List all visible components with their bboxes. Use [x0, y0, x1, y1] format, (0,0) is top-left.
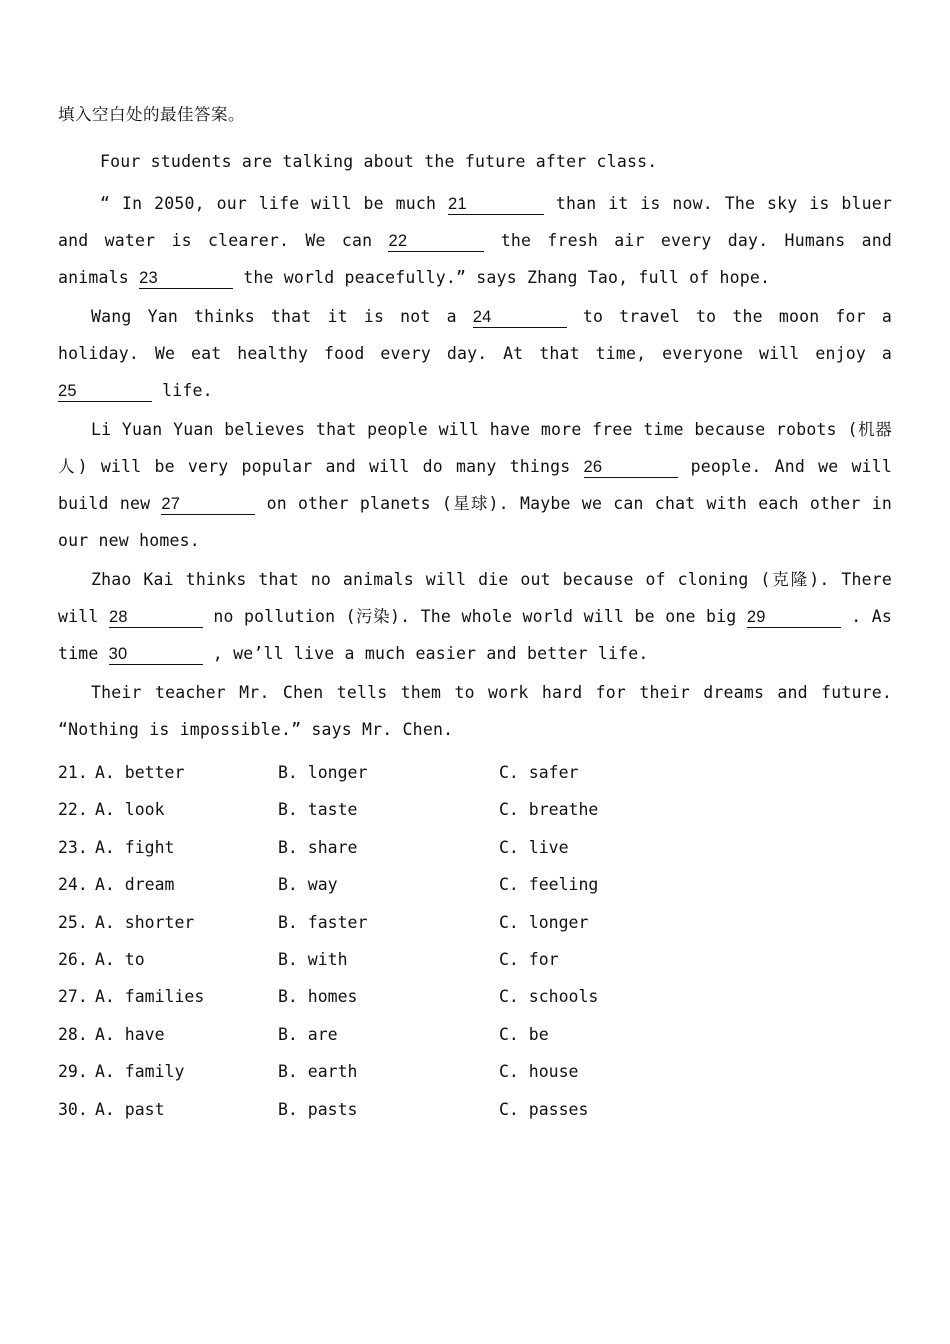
- option-b[interactable]: B. faster: [278, 912, 368, 932]
- paragraph-li-yuan-yuan: [58, 411, 892, 559]
- option-a[interactable]: A. have: [95, 1024, 165, 1044]
- text: the world peacefully.” says Zhang Tao, full of hope.: [233, 268, 771, 287]
- blank-25[interactable]: 25: [58, 381, 152, 402]
- blank-28[interactable]: 28: [109, 607, 203, 628]
- option-row: [58, 866, 892, 903]
- question-number: 27.: [58, 987, 88, 1007]
- option-row: [58, 1091, 892, 1128]
- text: people. And we will build new: [58, 457, 892, 513]
- option-row: [58, 829, 892, 866]
- option-row: [58, 941, 892, 978]
- text: Wang Yan thinks that it is not a: [91, 307, 473, 326]
- question-number: 24.: [58, 875, 88, 895]
- option-c[interactable]: C. for: [499, 949, 559, 969]
- document-page: [58, 100, 892, 1128]
- option-b[interactable]: B. share: [278, 837, 358, 857]
- option-a[interactable]: A. family: [95, 1062, 185, 1082]
- question-number: 23.: [58, 837, 88, 857]
- option-a[interactable]: A. to: [95, 949, 145, 969]
- option-a[interactable]: A. look: [95, 800, 165, 820]
- option-c[interactable]: C. feeling: [499, 875, 599, 895]
- blank-27[interactable]: 27: [161, 494, 255, 515]
- option-c[interactable]: C. longer: [499, 912, 589, 932]
- option-row: [58, 1016, 892, 1053]
- option-b[interactable]: B. are: [278, 1024, 338, 1044]
- option-c[interactable]: C. passes: [499, 1099, 589, 1119]
- question-number: 25.: [58, 912, 88, 932]
- option-b[interactable]: B. homes: [278, 987, 358, 1007]
- text: the fresh air every day. Humans and animals: [58, 231, 892, 287]
- text: than it is now. The sky is bluer and water is clearer. We can: [58, 194, 892, 250]
- blank-24[interactable]: 24: [473, 307, 567, 328]
- option-c[interactable]: C. schools: [499, 987, 599, 1007]
- text: Zhao Kai thinks that no animals will die out because of cloning (克隆). There will: [58, 570, 892, 626]
- option-b[interactable]: B. with: [278, 949, 348, 969]
- option-a[interactable]: A. better: [95, 763, 185, 782]
- instruction-text: 填入空白处的最佳答案。: [58, 105, 245, 124]
- text: on other planets (星球). Maybe we can chat with each other in our new homes.: [58, 494, 892, 550]
- option-b[interactable]: B. taste: [278, 800, 358, 820]
- option-a[interactable]: A. fight: [95, 837, 175, 857]
- text: . As time: [58, 607, 893, 663]
- paragraph-wang-yan: [58, 298, 892, 409]
- paragraph-zhao-kai: [58, 561, 892, 672]
- option-a[interactable]: A. dream: [95, 875, 175, 895]
- blank-26[interactable]: 26: [584, 457, 678, 478]
- option-c[interactable]: C. safer: [499, 763, 579, 782]
- option-c[interactable]: C. be: [499, 1024, 549, 1044]
- options-list: [58, 754, 892, 1128]
- blank-29[interactable]: 29: [747, 607, 841, 628]
- option-b[interactable]: B. earth: [278, 1062, 358, 1082]
- question-number: 28.: [58, 1024, 88, 1044]
- question-number: 29.: [58, 1062, 88, 1082]
- option-row: [58, 978, 892, 1015]
- question-number: 22.: [58, 800, 88, 820]
- option-b[interactable]: B. way: [278, 875, 338, 895]
- text: no pollution (污染). The whole world will be one big: [202, 607, 747, 626]
- option-row: [58, 791, 892, 828]
- blank-23[interactable]: 23: [139, 268, 233, 289]
- blank-21[interactable]: 21: [448, 194, 544, 215]
- option-a[interactable]: A. past: [95, 1099, 165, 1119]
- option-row: [58, 1053, 892, 1090]
- blank-22[interactable]: 22: [388, 231, 484, 252]
- option-c[interactable]: C. house: [499, 1062, 579, 1082]
- text: to travel to the moon for a holiday. We eat healthy food every day. At that time, everyone will enjoy a: [58, 307, 892, 363]
- text: “ In 2050, our life will be much: [100, 194, 448, 213]
- option-row: [58, 904, 892, 941]
- text: life.: [152, 381, 213, 400]
- text: Li Yuan Yuan believes that people will have more free time because robots (机器人) will be very popular and will do many things: [58, 420, 892, 476]
- option-b[interactable]: B. pasts: [278, 1099, 358, 1119]
- question-number: 21.: [58, 763, 88, 782]
- option-row: [58, 754, 892, 791]
- option-a[interactable]: A. shorter: [95, 912, 195, 932]
- intro-paragraph: Four students are talking about the future after class.: [100, 152, 658, 171]
- text: , we’ll live a much easier and better life.: [202, 644, 649, 663]
- question-number: 26.: [58, 949, 88, 969]
- question-number: 30.: [58, 1099, 88, 1119]
- paragraph-zhang-tao: [58, 185, 892, 296]
- option-c[interactable]: C. live: [499, 837, 569, 857]
- option-b[interactable]: B. longer: [278, 763, 368, 782]
- paragraph-mr-chen: Their teacher Mr. Chen tells them to work hard for their dreams and future. “Nothing is impossible.” says Mr. Chen.: [58, 683, 892, 739]
- blank-30[interactable]: 30: [109, 644, 203, 665]
- option-c[interactable]: C. breathe: [499, 800, 599, 820]
- option-a[interactable]: A. families: [95, 987, 205, 1007]
